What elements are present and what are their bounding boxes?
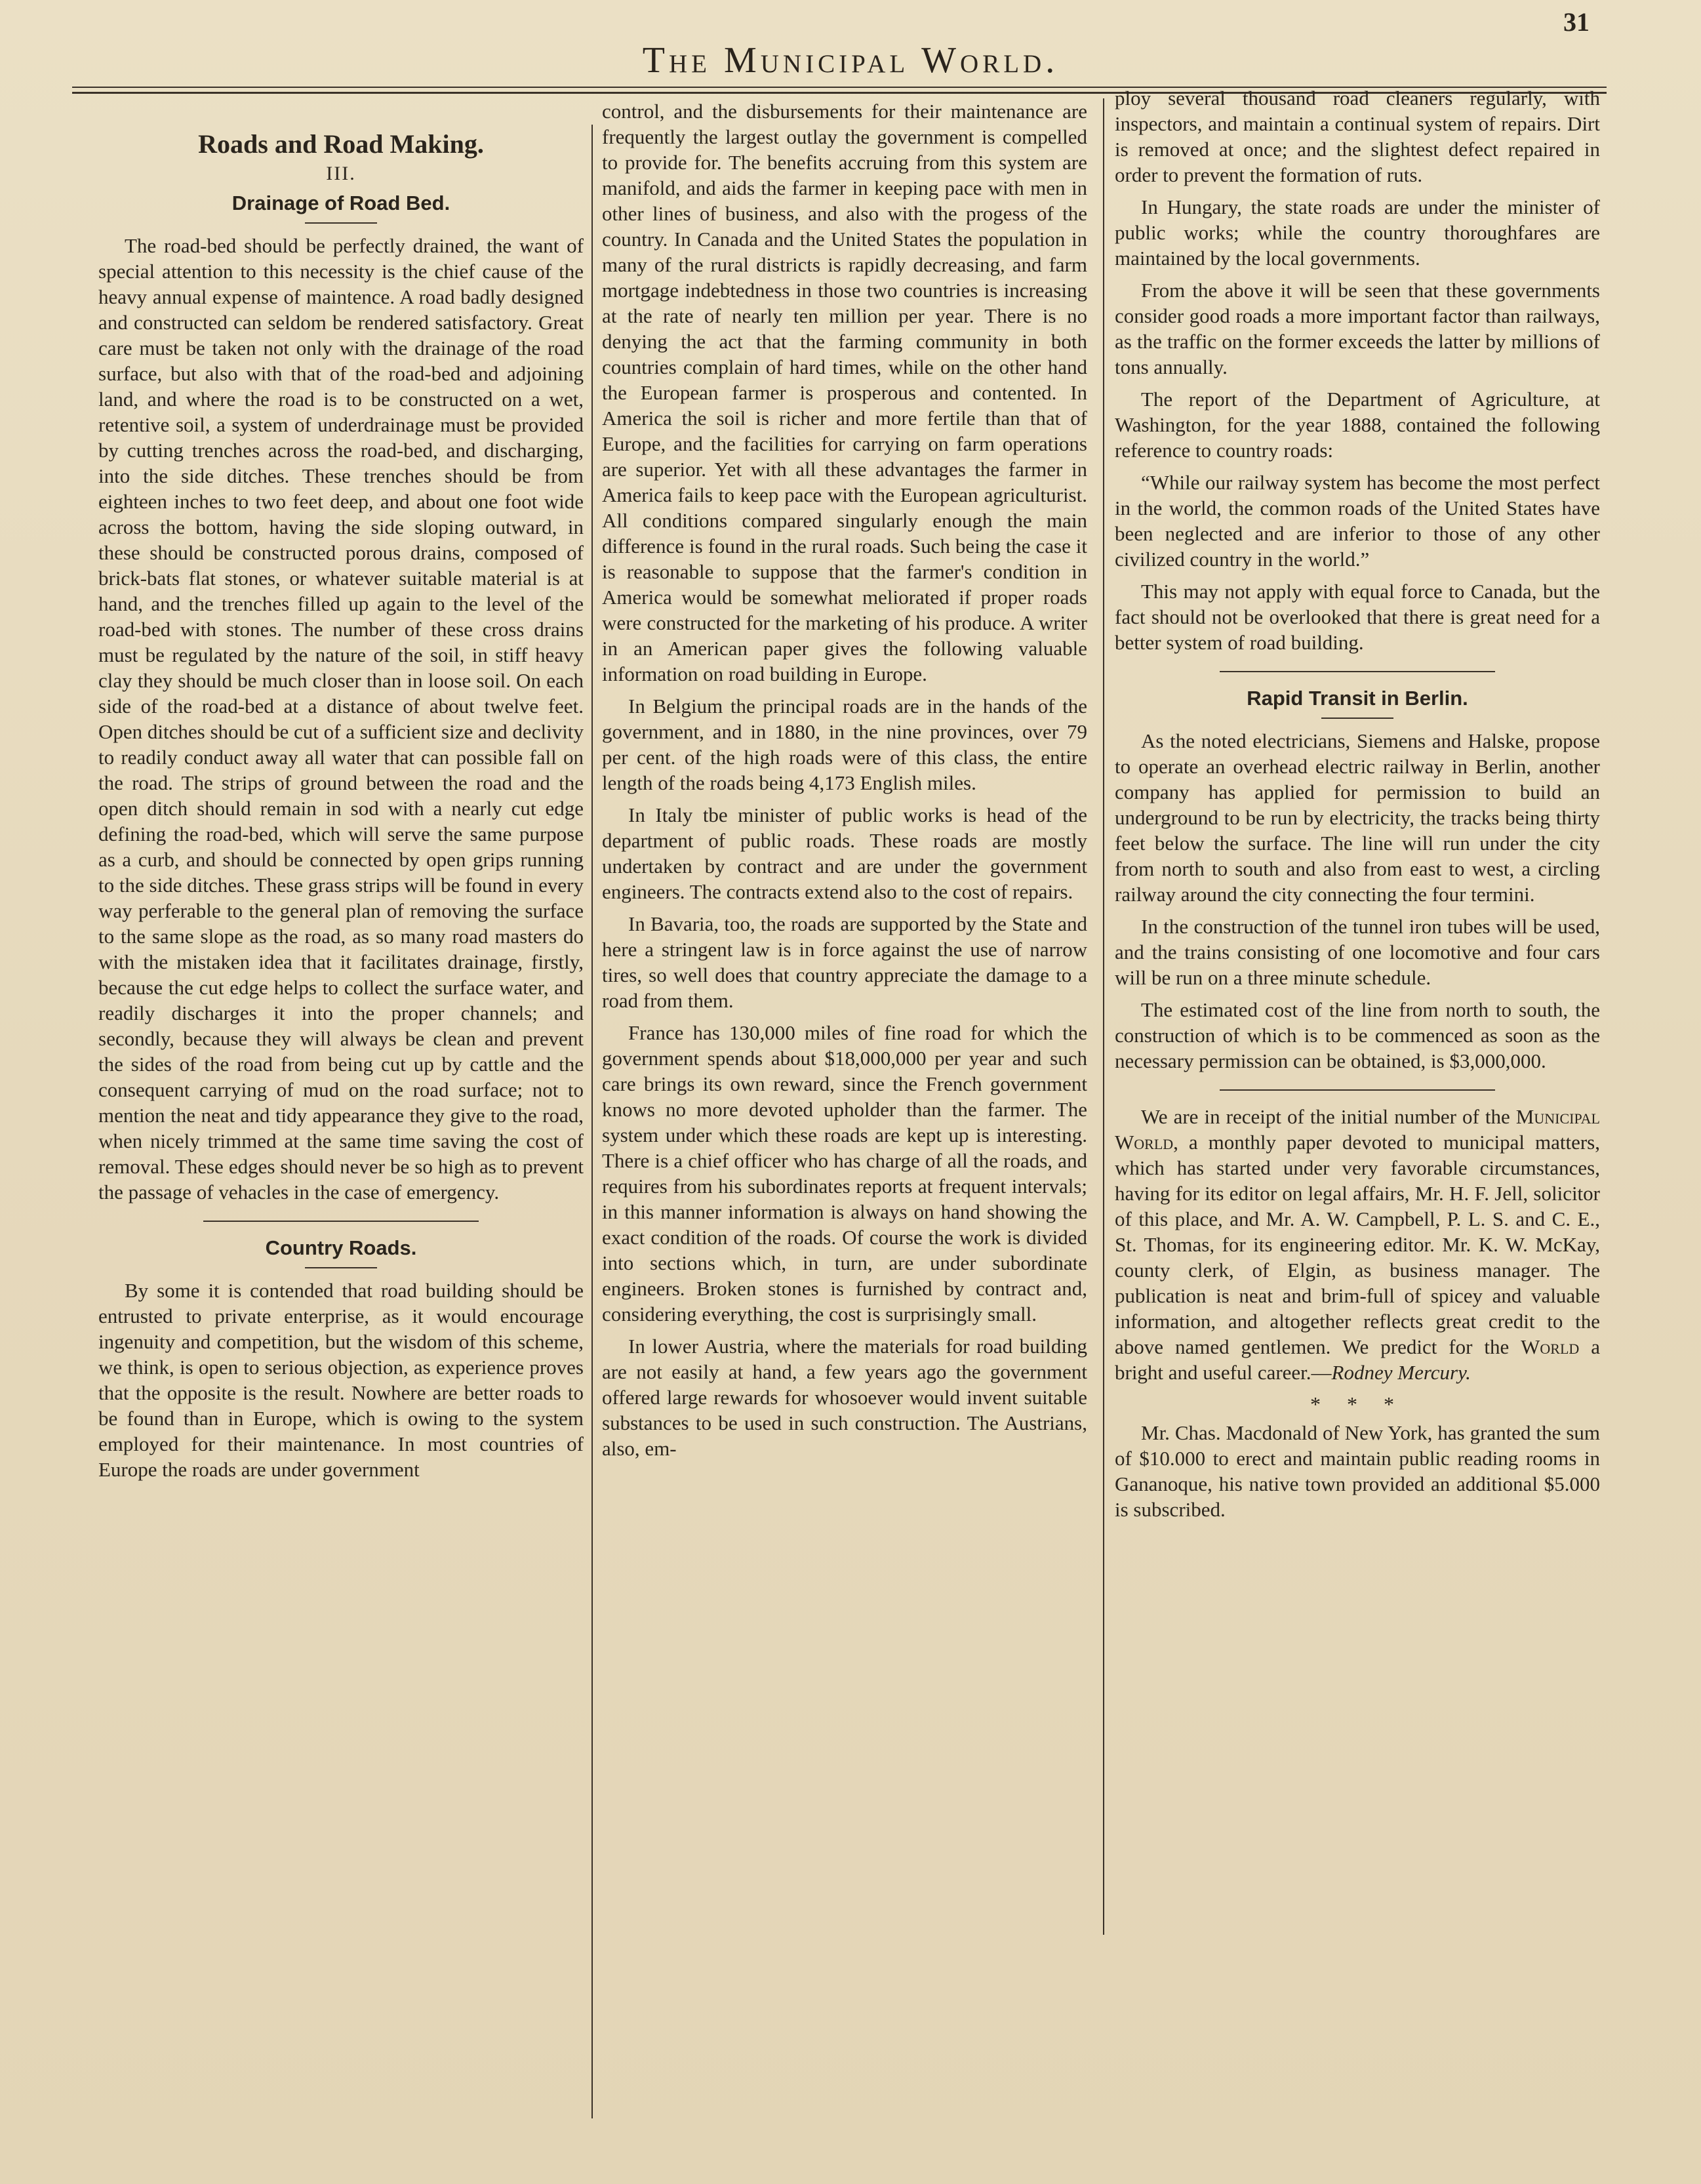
paragraph: In lower Austria, where the materials for road building are not easily at hand, a few years ago the government offered large rewards for whosoever would invent suitable substances to be used in such construction. The Austrians, also, em- — [602, 1335, 1087, 1460]
column-divider-2 — [1103, 98, 1104, 1935]
paragraph: This may not apply with equal force to Canada, but the fact should not be overlooked that there is great need for a better system of road building. — [1115, 580, 1600, 654]
text-run-smallcaps: Municipal World, — [1115, 1105, 1600, 1154]
article-title: Roads and Road Making. — [198, 129, 484, 159]
paragraph: The road-bed should be perfectly drained, the want of special attention to this necessity is the chief cause of the heavy annual expense of maintence. A road badly designed and constructed can seldom be rendered satisfactory. Great care must be taken not only with the drainage of the road surface, but also with that of the road-bed and adjoining land, and where the road is to be constructed on a wet, retentive soil, a system of underdrainage must be provided by cutting trenches across the road-bed, and discharging, into the side ditches. These trenches should be from eighteen inches to two feet deep, and about one foot wide across the bottom, having the side sloping outward, in these should be constructed porous drains, composed of brick-bats flat stones, or whatever suitable material is at hand, and the trenches filled up again to the level of the road-bed with stones. The number of these cross drains must be regulated by the nature of the soil, in stiff heavy clay they should be much closer than in loose soil. On each side of the road-bed at a distance of about twelve feet. Open ditches should be cut of a sufficient size and declivity to readily conduct away all water that can possible fall on the road. The strips of ground between the road and the open ditch should remain in sod with a nearly cut edge defining the road-bed, which will serve the same purpose as a curb, and should be connected by open grips running to the side ditches. These grass strips will be found in every way perferable to the general plan of removing the surface to the same slope as the road, as so many road masters do with the mistaken idea that it facilitates drainage, firstly, because the cut edge helps to collect the surface water, and readily discharges it into the proper channels; and secondly, because they will always be clean and prevent the sides of the road from being cut up by cattle and the consequent carrying of mud on the road surface; not to mention the neat and tidy appearance they give to the road, when nicely trimmed at the same time saving the cost of removal. These edges should never be so high as to prevent the passage of vehacles in the case of emergency. — [98, 234, 584, 1203]
column-1 — [98, 125, 584, 1489]
article-subtitle: Drainage of Road Bed. — [231, 192, 450, 214]
column-divider-1 — [591, 125, 593, 2118]
paragraph: From the above it will be seen that these governments consider good roads a more important factor than railways, as the traffic on the former exceeds the latter by millions of tons annually. — [1115, 279, 1600, 378]
short-rule — [305, 222, 377, 224]
paragraph: In Bavaria, too, the roads are supported by the State and here a stringent law is in force against the use of narrow tires, so well does that country appreciate the damage to a road from them. — [602, 912, 1087, 1012]
section-rule — [203, 1221, 479, 1222]
paragraph: In Italy tbe minister of public works is head of the department of public roads. These roads are mostly undertaken by contract and are under the government engineers. The contracts extend also to the cost of repairs. — [602, 803, 1087, 903]
paragraph: control, and the disbursements for their maintenance are frequently the largest outlay the government is compelled to provide for. The benefits accruing from this system are manifold, and aids the farmer in keeping pace with men in other lines of business, and also with the progess of the country. In Canada and the United States the population in many of the rural districts is rapidly decreasing, and farm mortgage indebtedness in those two countries is increasing at the rate of nearly ten million per year. There is no denying the act that the farming community in both countries complain of hard times, while on the other hand the European farmer is prosperous and contented. In America the soil is richer and more fertile than that of Europe, and the facilities for carrying on farm operations are superior. Yet with all these advantages the farmer in America fails to keep pace with the European agriculturist. All conditions compared singularly enough the main difference is found in the rural roads. Such being the case it is reasonable to suppose that the farmer's condition in America would be somewhat meliorated if proper roads were constructed for the marketing of his produce. A writer in an American paper gives the following valuable information on road building in Europe. — [602, 100, 1087, 685]
text-run: We are in receipt of the initial number of the — [1141, 1105, 1510, 1128]
text-run: a bright and useful career.— — [1115, 1335, 1600, 1384]
text-run: a monthly paper devoted to municipal matters, which has started under very favorable circumstances, having for its editor on legal affairs, Mr. H. F. Jell, solicitor of this place, and Mr. A. W. Campbell, P. L. S. and C. E., St. Thomas, for its engineering editor. Mr. K. W. McKay, county clerk, of Elgin, as business manager. The publication is neat and brim-full of spicey and valuable information, and altogether reflects great credit to the above named gentlemen. We predict for the — [1115, 1131, 1601, 1358]
paragraph: In Hungary, the state roads are under the minister of public works; while the country thoroughfares are maintained by the local governments. — [1115, 195, 1600, 270]
asterism: * * * — [1310, 1392, 1405, 1416]
paragraph: By some it is contended that road building should be entrusted to private enterprise, as it would encourage ingenuity and competition, but the wisdom of this scheme, we think, is open to serious objection, as experience proves that the opposite is the result. Nowhere are better roads to be found than in Europe, which is owing to the system employed for their maintenance. In most countries of Europe the roads are under government — [98, 1279, 584, 1481]
paragraph: Mr. Chas. Macdonald of New York, has granted the sum of $10.000 to erect and maintain public reading rooms in Gananoque, his native town provided an additional $5.000 is subscribed. — [1115, 1421, 1600, 1521]
quotation: “While our railway system has become the most perfect in the world, the common roads of the United States have been neglected and are inferior to those of any other civilized country in the world.” — [1115, 471, 1600, 571]
short-rule — [305, 1267, 377, 1268]
section-title: Country Roads. — [265, 1236, 417, 1259]
paragraph: The estimated cost of the line from north to south, the construction of which is to be commenced as soon as the necessary permission can be obtained, is $3,000,000. — [1115, 998, 1600, 1072]
masthead: The Municipal World. — [642, 40, 1059, 81]
paragraph: France has 130,000 miles of fine road for which the government spends about $18,000,000 per year and such care brings its own reward, since the French government knows no more devoted upholder than the farmer. The system under which these roads are kept up is interesting. There is a chief officer who has charge of all the roads, and requires from his subordinates reports at frequent intervals; in this manner information is always on hand showing the exact condition of the roads. Of course the work is divided into sections which, in turn, are under subordinate engineers. Broken stones is furnished by contract and, considering everything, the cost is surprisingly small. — [602, 1021, 1087, 1325]
text-run-smallcaps: World — [1521, 1335, 1580, 1358]
paragraph-notice — [1115, 1104, 1600, 1385]
short-rule — [1321, 718, 1393, 719]
section-rule — [1220, 671, 1495, 672]
paragraph: As the noted electricians, Siemens and Halske, propose to operate an overhead electric railway in Berlin, another company has applied for permission to build an underground to be run by electricity, the tracks being thirty feet below the surface. The line will run under the city from north to south and also from east to west, a circling railway around the city connecting the four termini. — [1115, 729, 1600, 906]
page-number: 31 — [1563, 7, 1590, 37]
source-citation: Rodney Mercury. — [1331, 1361, 1471, 1384]
paragraph: ploy several thousand road cleaners regularly, with inspectors, and maintain a continual system of repairs. Dirt is removed at once; and the slightest defect repaired in order to prevent the formation of ruts. — [1115, 87, 1600, 186]
paragraph: The report of the Department of Agriculture, at Washington, for the year 1888, contained the following reference to country roads: — [1115, 388, 1600, 462]
paragraph: In Belgium the principal roads are in the hands of the government, and in 1880, in the nine provinces, over 79 per cent. of the high roads were of this class, the entire length of the roads being 4,173 English miles. — [602, 695, 1087, 794]
section-rule — [1220, 1089, 1495, 1091]
column-2 — [602, 98, 1087, 1468]
column-3 — [1115, 85, 1600, 1529]
section-title: Rapid Transit in Berlin. — [1247, 687, 1468, 710]
paragraph: In the construction of the tunnel iron tubes will be used, and the trains consisting of one locomotive and four cars will be run on a three minute schedule. — [1115, 915, 1600, 989]
article-part: III. — [326, 163, 356, 184]
